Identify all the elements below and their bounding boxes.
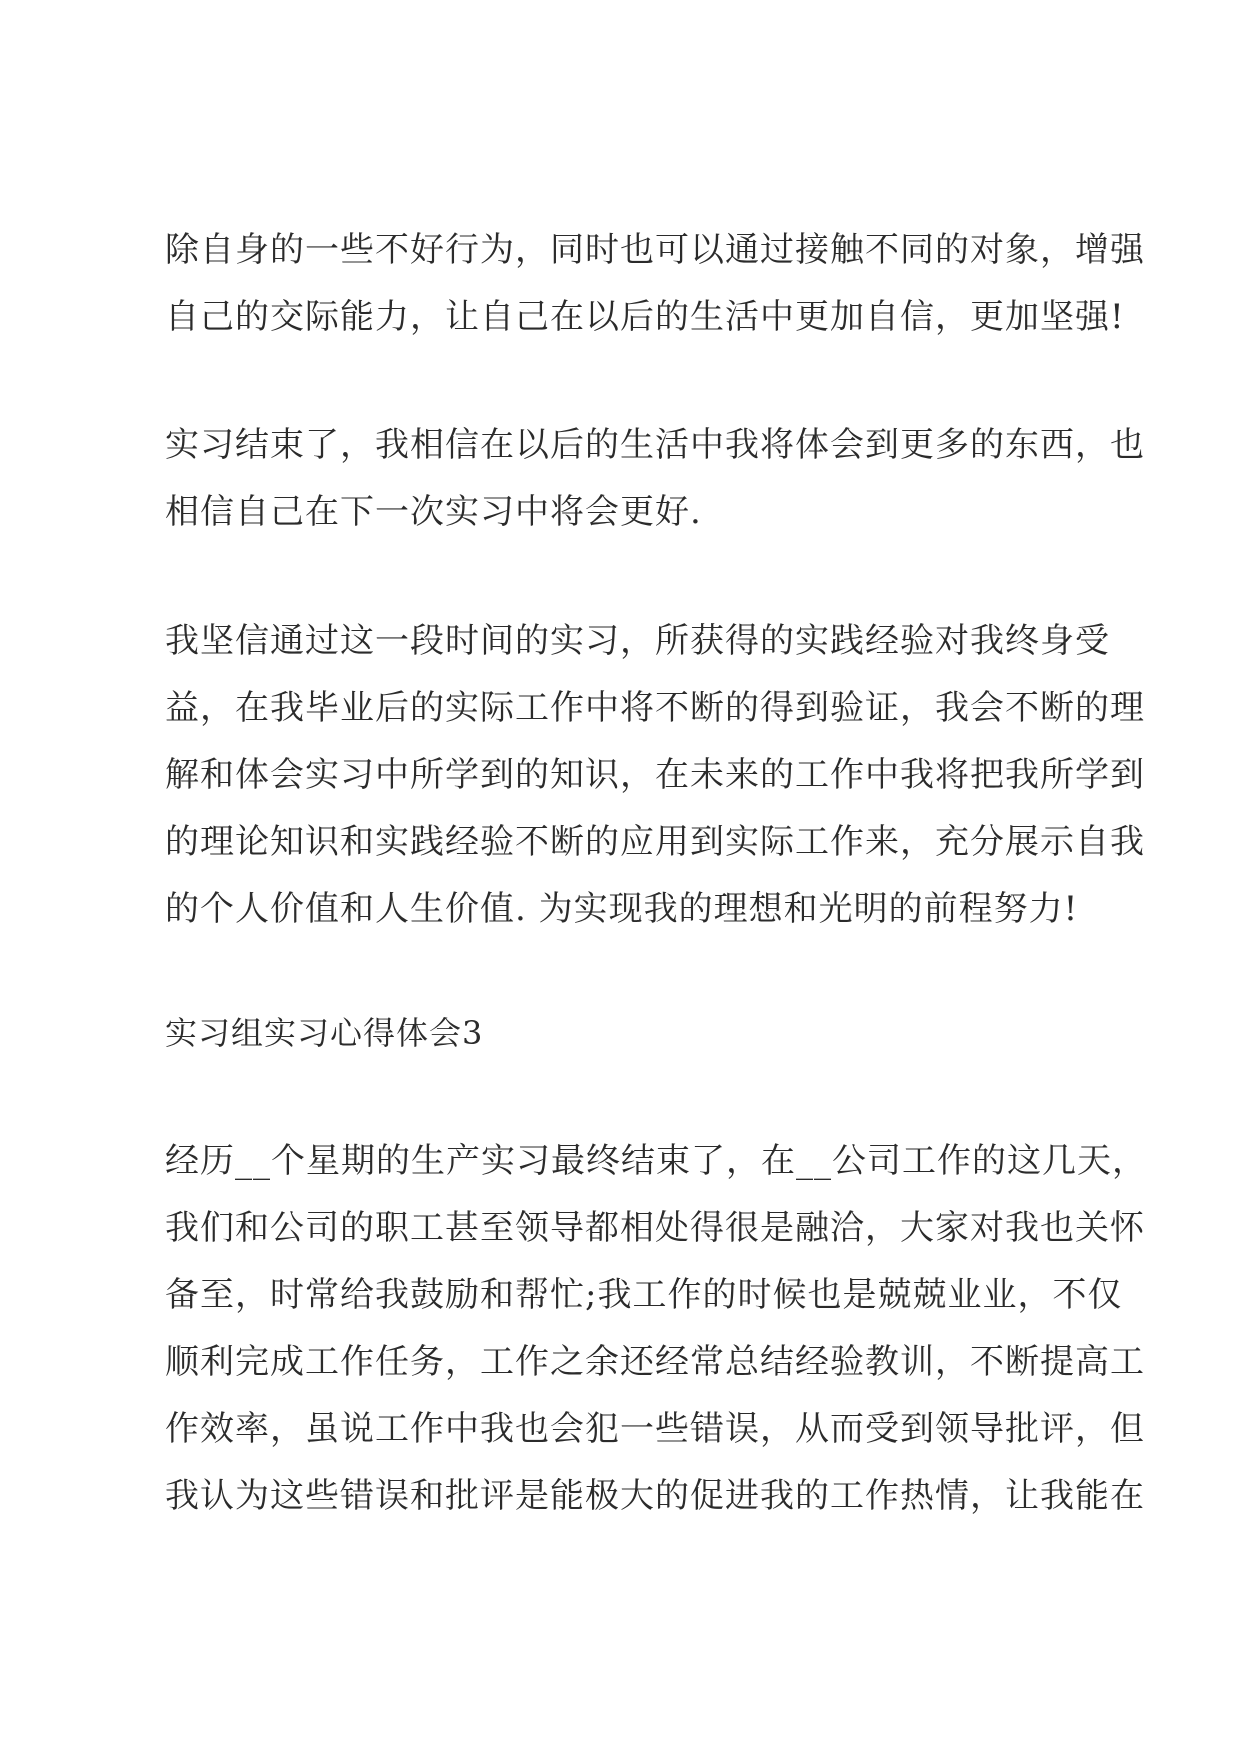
section-heading: 实习组实习心得体会3	[165, 1014, 484, 1052]
paragraph-5-line-3: 备至，时常给我鼓励和帮忙;我工作的时候也是兢兢业业，不仅	[165, 1275, 1123, 1315]
paragraph-3-line-3: 解和体会实习中所学到的知识，在未来的工作中我将把我所学到	[165, 755, 1145, 795]
paragraph-5-line-6: 我认为这些错误和批评是能极大的促进我的工作热情，让我能在	[165, 1476, 1145, 1516]
paragraph-1-line-2: 自己的交际能力，让自己在以后的生活中更加自信，更加坚强!	[165, 297, 1125, 337]
paragraph-1-line-1: 除自身的一些不好行为，同时也可以通过接触不同的对象，增强	[165, 230, 1145, 270]
paragraph-2-line-2: 相信自己在下一次实习中将会更好.	[165, 492, 702, 532]
paragraph-3-line-2: 益，在我毕业后的实际工作中将不断的得到验证，我会不断的理	[165, 688, 1145, 728]
paragraph-5-line-2: 我们和公司的职工甚至领导都相处得很是融洽，大家对我也关怀	[165, 1208, 1145, 1248]
paragraph-3-line-4: 的理论知识和实践经验不断的应用到实际工作来，充分展示自我	[165, 822, 1145, 862]
paragraph-2-line-1: 实习结束了，我相信在以后的生活中我将体会到更多的东西，也	[165, 425, 1145, 465]
paragraph-3-line-5: 的个人价值和人生价值. 为实现我的理想和光明的前程努力!	[165, 889, 1079, 929]
paragraph-5-line-4: 顺利完成工作任务，工作之余还经常总结经验教训，不断提高工	[165, 1342, 1145, 1382]
paragraph-3-line-1: 我坚信通过这一段时间的实习，所获得的实践经验对我终身受	[165, 621, 1110, 661]
paragraph-5-line-5: 作效率，虽说工作中我也会犯一些错误，从而受到领导批评，但	[165, 1409, 1145, 1449]
paragraph-5-line-1: 经历__个星期的生产实习最终结束了，在__公司工作的这几天，	[165, 1141, 1147, 1181]
